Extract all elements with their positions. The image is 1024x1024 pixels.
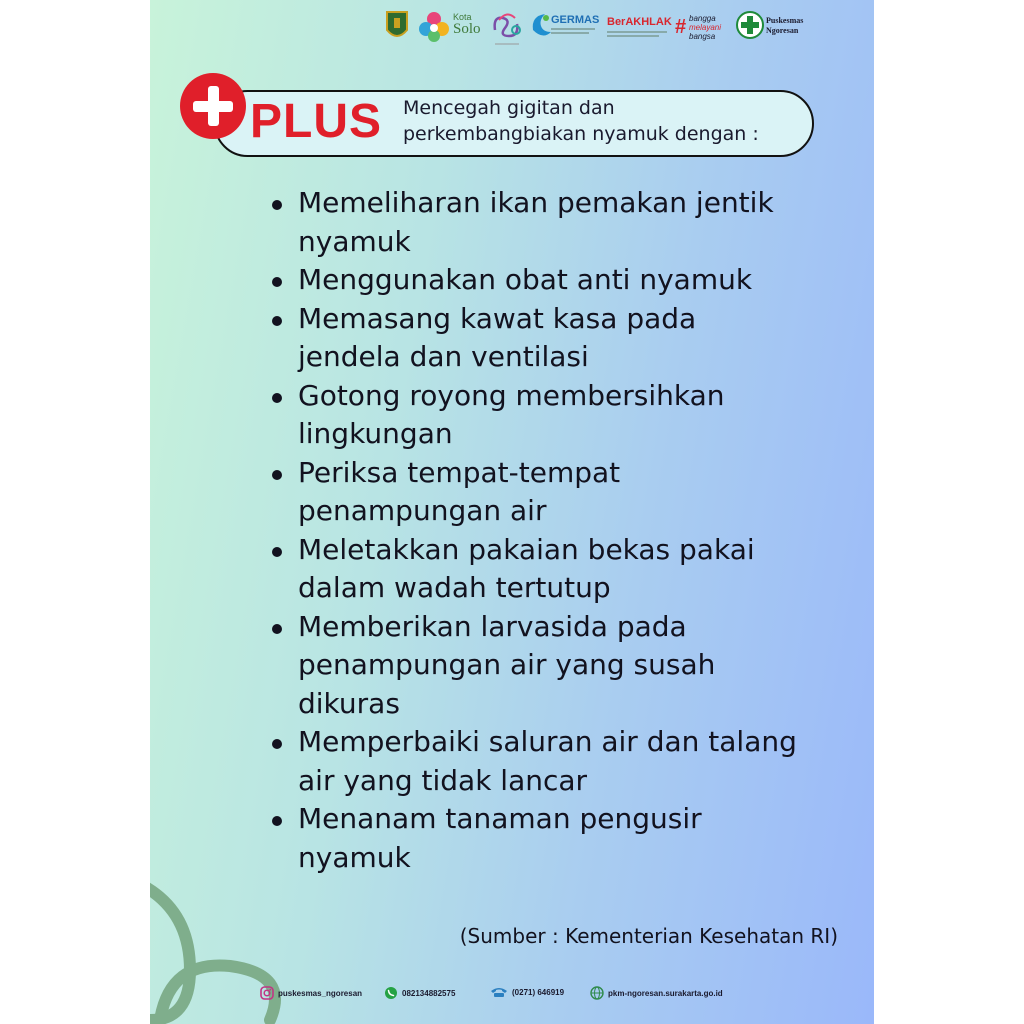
plus-title: PLUS (250, 95, 383, 148)
source-citation: (Sumber : Kementerian Kesehatan RI) (459, 924, 838, 948)
bullet-icon (272, 470, 282, 480)
berakhlak-label: BerAKHLAK (607, 16, 672, 28)
tip-line: Memberikan larvasida pada (298, 609, 687, 643)
list-item (272, 300, 832, 377)
solo-label: Solo (453, 21, 481, 37)
bullet-icon (272, 200, 282, 210)
phone-contact[interactable] (490, 986, 564, 998)
tip-line: penampungan air (298, 494, 547, 527)
bangga-melayani-logo (675, 14, 731, 46)
logo-strip (385, 8, 805, 50)
berakhlak-logo (607, 16, 671, 44)
tip-line: Menanam tanaman pengusir (298, 802, 702, 835)
website-url: pkm-ngoresan.surakarta.go.id (608, 988, 723, 998)
city-emblem-logo (385, 10, 409, 46)
tip-line: Periksa tempat-tempat (298, 455, 621, 489)
germas-label: GERMAS (551, 14, 600, 26)
tip-line: dikuras (298, 686, 400, 720)
tip-line: penampungan air yang susah (298, 648, 716, 681)
list-item (272, 184, 832, 261)
plus-cross-icon (180, 73, 246, 139)
header-subtitle (403, 95, 803, 147)
footer-contacts (260, 986, 860, 1004)
tip-line: Memperbaiki saluran air dan talang (298, 725, 797, 758)
bullet-icon (272, 547, 282, 557)
website-contact[interactable] (590, 986, 723, 1000)
subtitle-line-2: perkembangbiakan nyamuk dengan : (403, 123, 759, 145)
bangsa-label: bangsa (689, 32, 716, 41)
tip-line: lingkungan (298, 417, 453, 450)
list-item (272, 608, 832, 724)
hashtag-icon: # (675, 16, 687, 38)
puskesmas-logo (735, 10, 807, 44)
subtitle-line-1: Mencegah gigitan dan (403, 97, 615, 119)
whatsapp-number: 082134882575 (402, 988, 456, 998)
whatsapp-contact[interactable] (384, 986, 455, 1000)
list-item (272, 531, 832, 608)
bullet-icon (272, 316, 282, 326)
puskesmas-label: Puskesmas (766, 16, 804, 25)
globe-icon (590, 986, 604, 1000)
bullet-icon (272, 739, 282, 749)
kota-label: Kota (453, 12, 472, 22)
tip-line: dalam wadah tertutup (298, 571, 611, 604)
prevention-tips-list (272, 184, 832, 877)
bullet-icon (272, 393, 282, 403)
germas-logo (529, 10, 601, 44)
phone-icon (490, 986, 508, 998)
list-item (272, 454, 832, 531)
list-item (272, 377, 832, 454)
list-item (272, 800, 832, 877)
bullet-icon (272, 624, 282, 634)
tip-line: Meletakkan pakaian bekas pakai (298, 532, 755, 566)
instagram-handle: puskesmas_ngoresan (278, 988, 363, 998)
bullet-icon (272, 277, 282, 287)
melayani-label: melayani (689, 23, 722, 32)
bangga-label: bangga (689, 14, 716, 23)
instagram-icon (260, 986, 274, 1000)
list-item (272, 261, 832, 300)
tip-line: Memasang kawat kasa pada (298, 301, 697, 335)
list-item (272, 723, 832, 800)
tip-line: nyamuk (298, 224, 411, 258)
poster (150, 0, 874, 1024)
tip-line: nyamuk (298, 840, 411, 874)
phone-number: (0271) 646919 (512, 987, 565, 997)
tip-line: Menggunakan obat anti nyamuk (298, 263, 753, 296)
whatsapp-icon (384, 986, 398, 1000)
instagram-contact[interactable] (260, 986, 362, 1000)
ngoresan-label: Ngoresan (766, 26, 799, 35)
kota-solo-logo (417, 10, 487, 46)
tip-line: Gotong royong membersihkan (298, 378, 725, 412)
bullet-icon (272, 816, 282, 826)
solo-spirit-logo (489, 8, 525, 52)
tip-line: air yang tidak lancar (298, 763, 588, 797)
tip-line: jendela dan ventilasi (298, 340, 589, 373)
tip-line: Memeliharan ikan pemakan jentik (298, 186, 774, 219)
